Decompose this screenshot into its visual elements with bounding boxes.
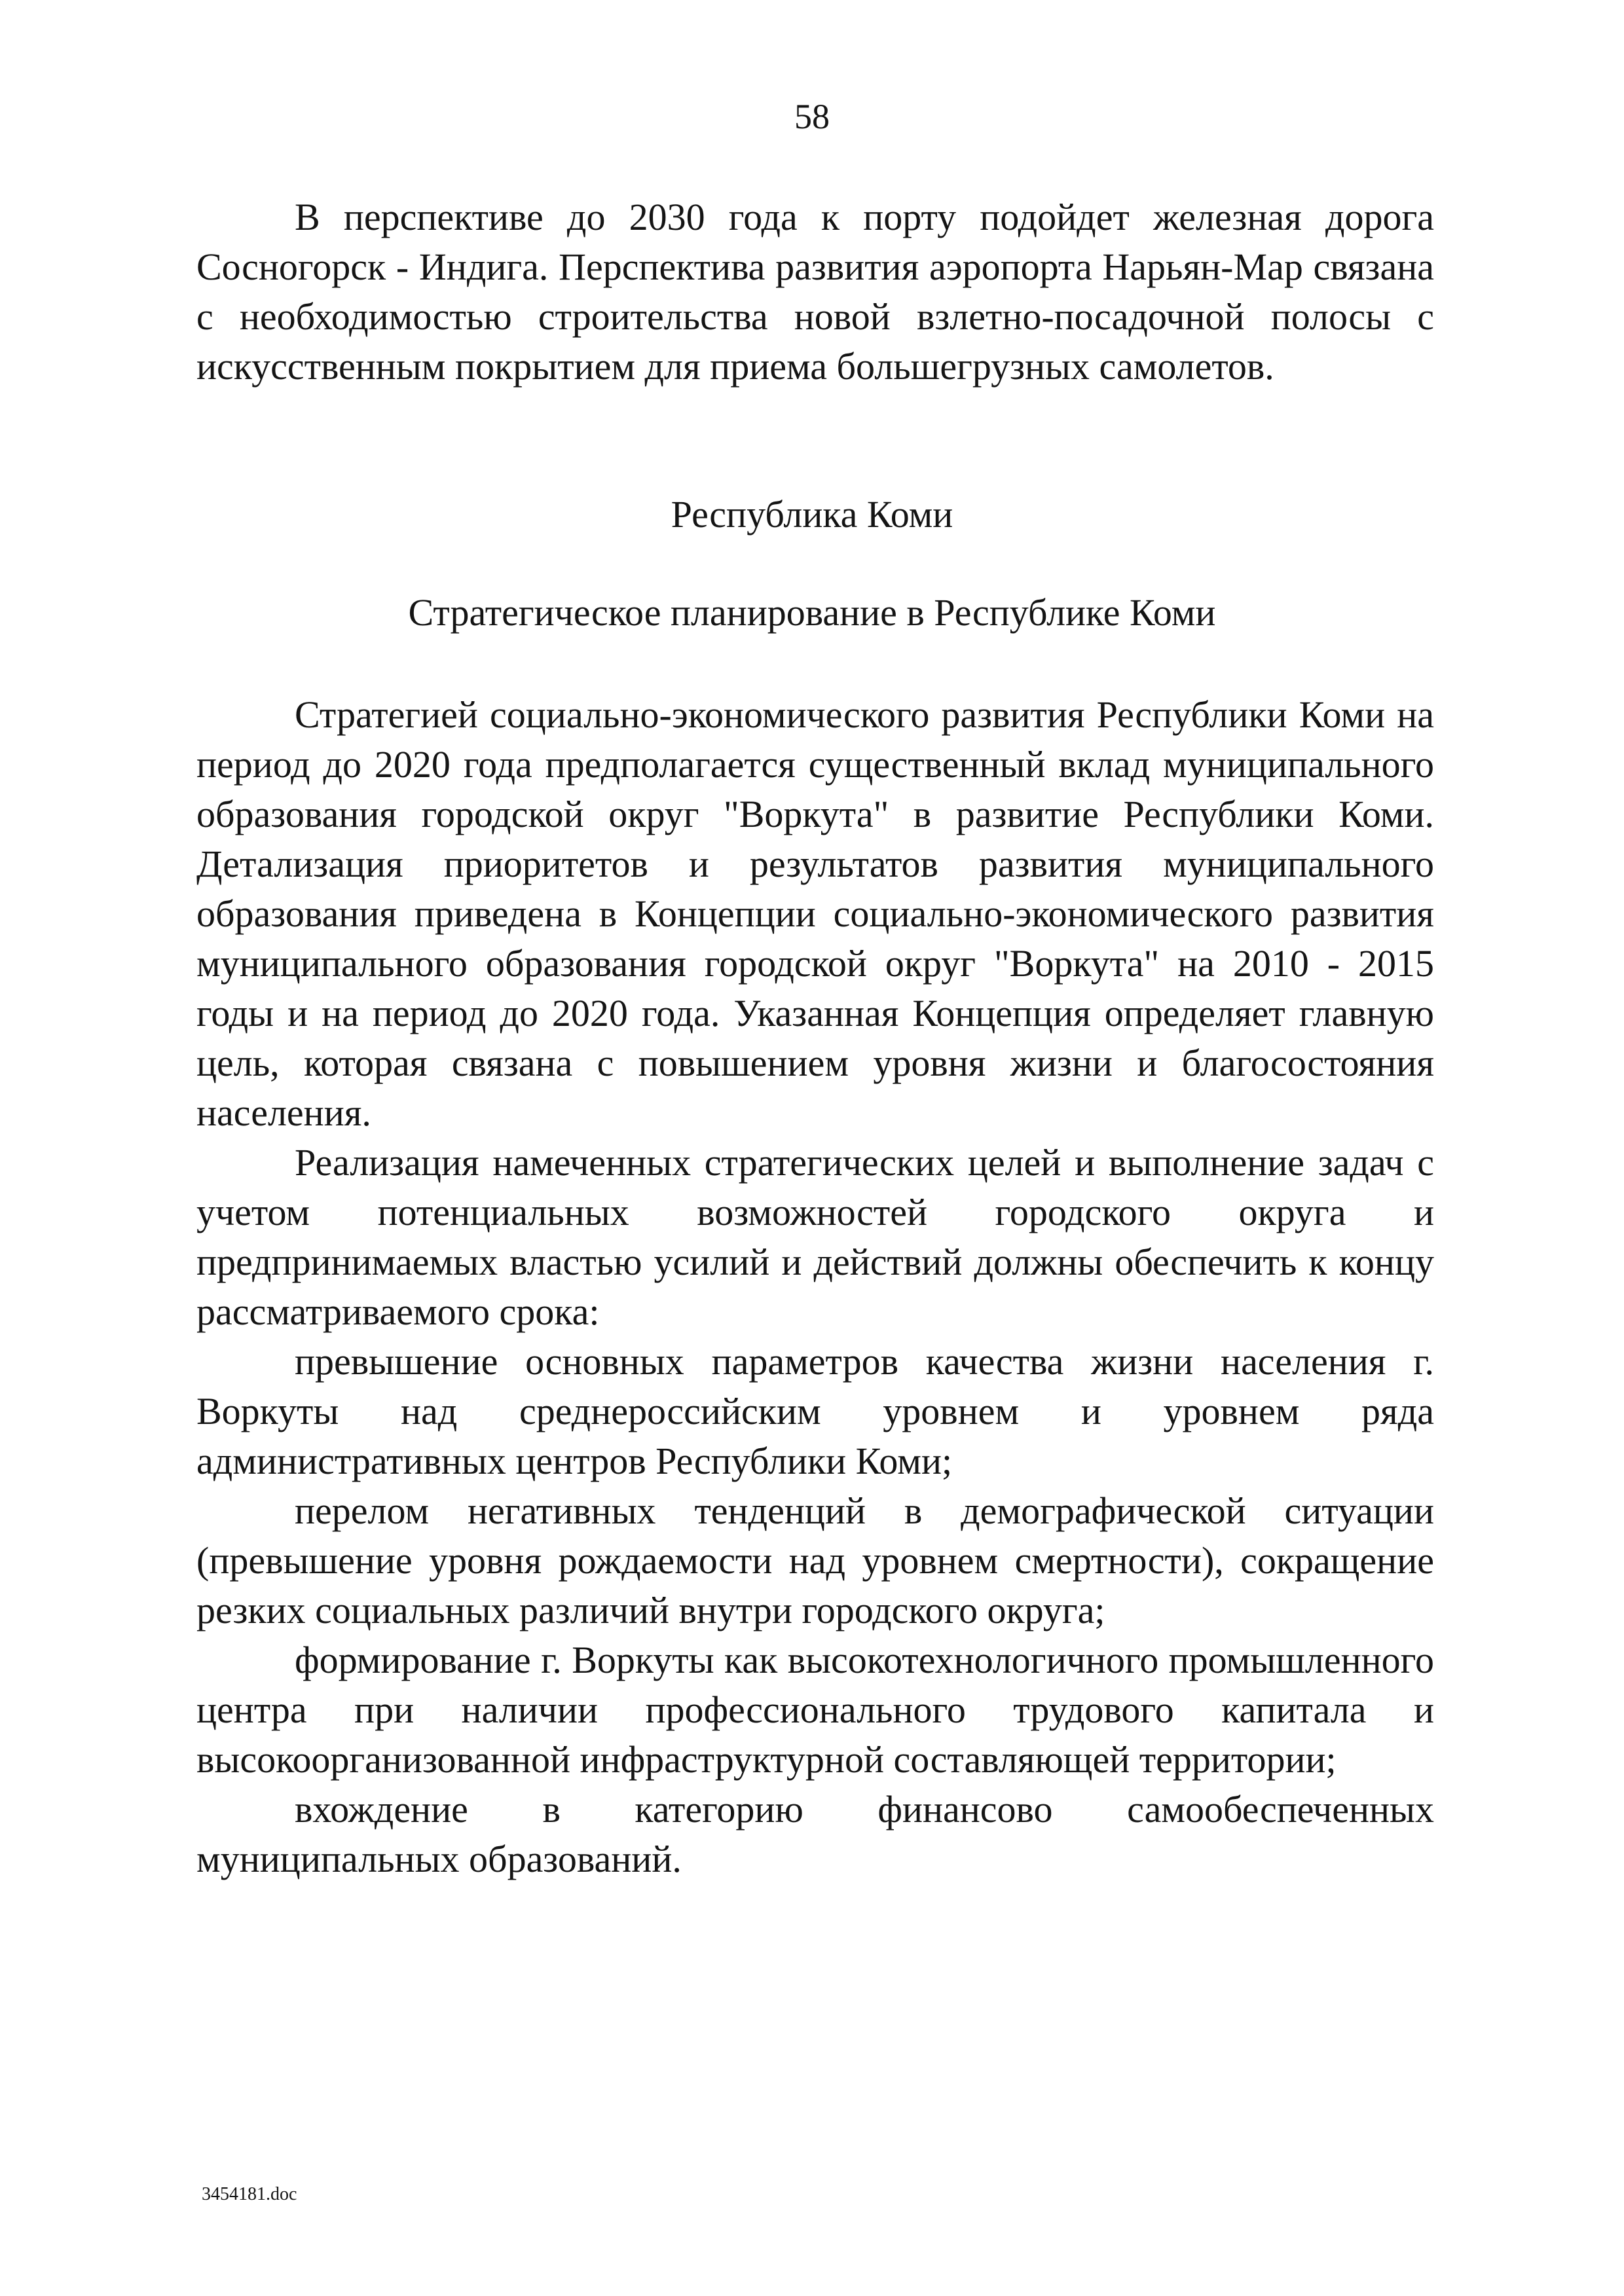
section-subtitle: Стратегическое планирование в Республике Коми [408, 591, 1216, 634]
list-item: формирование г. Воркуты как высокотехнологичного промышленного центра при наличии профессионального трудового капитала и высокоорганизованной инфраструктурной составляющей территории; [196, 1639, 1434, 1781]
list-item: перелом негативных тенденций в демографической ситуации (превышение уровня рождаемости над уровнем смертности), сокращение резких социальных различий внутри городского округа; [196, 1489, 1434, 1631]
intro-paragraph: В перспективе до 2030 года к порту подойдет железная дорога Сосногорск - Индига. Перспектива развития аэропорта Нарьян-Мар связана с необходимостью строительства новой взлетно-посадочной полосы с искусственным покрытием для приема большегрузных самолетов. [196, 196, 1434, 388]
page-number: 58 [794, 97, 830, 136]
list-item: вхождение в категорию финансово самообеспеченных муниципальных образований. [196, 1788, 1434, 1880]
intro-block [196, 192, 1434, 392]
section-title: Республика Коми [671, 493, 953, 536]
document-code: 3454181.doc [202, 2184, 297, 2204]
body-paragraph: Стратегией социально-экономического развития Республики Коми на период до 2020 года предполагается существенный вклад муниципального образования городской округ "Воркута" в развитие Республики Коми. Детализация приоритетов и результатов развития муниципального образования приведена в Концепции социально-экономического развития муниципального образования городской округ "Воркута" на 2010 - 2015 годы и на период до 2020 года. Указанная Концепция определяет главную цель, которая связана с повышением уровня жизни и благосостояния населения. [196, 693, 1434, 1134]
body-block [196, 690, 1434, 1884]
list-item: превышение основных параметров качества жизни населения г. Воркуты над среднероссийским уровнем и уровнем ряда административных центров Республики Коми; [196, 1340, 1434, 1482]
body-paragraph: Реализация намеченных стратегических целей и выполнение задач с учетом потенциальных возможностей городского округа и предпринимаемых властью усилий и действий должны обеспечить к концу рассматриваемого срока: [196, 1141, 1434, 1333]
